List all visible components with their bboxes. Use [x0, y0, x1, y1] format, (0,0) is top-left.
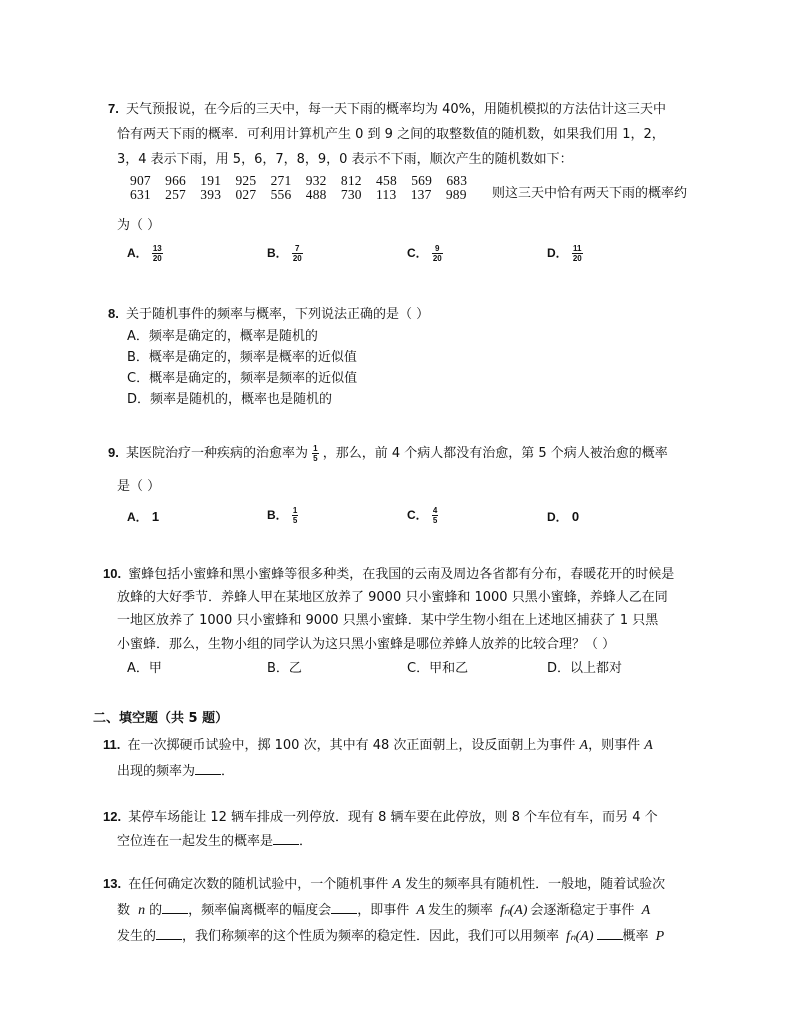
question-12-line-2: 空位连在一起发生的概率是 ．	[117, 834, 313, 849]
option-a: A．甲	[127, 661, 162, 676]
answer-blank	[331, 901, 357, 914]
option-b: B． $\frac{7}{20}$	[267, 244, 302, 263]
option-b: B．概率是确定的，频率是概率的近似值	[127, 350, 357, 365]
question-10-line-1: 10. 蜜蜂包括小蜜蜂和黑小蜜蜂等很多种类，在我国的云南及周边各省都有分布，春暖花开的时候是	[103, 566, 675, 582]
question-9-line-1: 9. 某医院治疗一种疾病的治愈率为 $\frac{1}{5}$ ，那么，前 4 个病人都没有治愈，第 5 个病人被治愈的概率	[108, 444, 668, 463]
question-9-line-2: 是（ ）	[117, 479, 161, 494]
option-c: C． $\frac{9}{20}$	[407, 244, 442, 263]
section-heading: 二、填空题（共 5 题）	[93, 711, 229, 726]
answer-blank	[195, 762, 221, 775]
cure-rate-fraction: $\frac{1}{5}$	[313, 444, 318, 463]
answer-blank	[597, 927, 623, 940]
option-d: D．以上都对	[547, 661, 623, 676]
question-10-line-4: 小蜜蜂．那么，生物小组的同学认为这只黑小蜜蜂是哪位养蜂人放养的比较合理？（ ）	[117, 637, 616, 652]
random-numbers-row-2: 631 257 393 027 556 488 730 113 137 989	[130, 187, 467, 202]
question-13-line-1: 13. 在任何确定次数的随机试验中，一个随机事件 A 发生的频率具有随机性．一般地，随着试验次	[103, 876, 666, 892]
answer-blank	[273, 832, 299, 845]
option-b: B． $\frac{1}{5}$	[267, 506, 298, 525]
question-7-line-2: 恰有两天下雨的概率．可利用计算机产生 0 到 9 之间的取整数值的随机数，如果我们用 1，2，	[117, 127, 665, 142]
random-numbers-row-1: 907 966 191 925 271 932 812 458 569 683	[130, 173, 468, 188]
question-13-line-2: 数 n 的 ，频率偏离概率的幅度会 ，即事件 A 发生的频率 fₙ(A) 会逐渐稳定于事件 A	[117, 903, 651, 918]
question-number: 7.	[108, 101, 119, 116]
question-7-line-1	[108, 98, 666, 117]
question-10-line-2: 放蜂的大好季节．养蜂人甲在某地区放养了 9000 只小蜜蜂和 1000 只黑小蜜蜂，养蜂人乙在同	[117, 590, 668, 605]
question-11-line-1: 11. 在一次掷硬币试验中，掷 100 次，其中有 48 次正面朝上，设反面朝上为事件 A，则事件 A	[103, 737, 653, 753]
question-7-line-5: 为（ ）	[117, 218, 161, 233]
option-a: A． $\frac{13}{20}$	[127, 244, 162, 263]
option-c: C．概率是确定的，频率是频率的近似值	[127, 371, 358, 386]
option-d: D． 0	[547, 509, 580, 524]
option-a: A． 1	[127, 509, 160, 524]
question-text: 天气预报说，在今后的三天中，每一天下雨的概率均为 40%，用随机模拟的方法估计这三天中	[125, 102, 667, 117]
option-c: C．甲和乙	[407, 661, 469, 676]
question-7-tail: 则这三天中恰有两天下雨的概率约	[492, 186, 688, 201]
question-13-line-3: 发生的 ，我们称频率的这个性质为频率的稳定性．因此，我们可以用频率 fₙ(A) 概率 P	[117, 929, 665, 944]
option-d: D．频率是随机的，概率也是随机的	[127, 392, 333, 407]
answer-blank	[162, 901, 188, 914]
question-10-line-3: 一地区放养了 1000 只小蜜蜂和 9000 只黑小蜜蜂．某中学生物小组在上述地区捕获了 1 只黑	[117, 613, 659, 628]
answer-blank	[156, 927, 182, 940]
option-a: A．频率是确定的，概率是随机的	[127, 329, 318, 344]
question-7-line-3: 3，4 表示下雨，用 5，6，7，8，9，0 表示不下雨，顺次产生的随机数如下：	[117, 152, 573, 167]
question-11-line-2: 出现的频率为 ．	[117, 764, 235, 779]
option-c: C． $\frac{4}{5}$	[407, 506, 438, 525]
option-b: B．乙	[267, 661, 302, 676]
question-12-line-1: 12. 某停车场能让 12 辆车排成一列停放．现有 8 辆车要在此停放，则 8 个车位有车，而另 4 个	[103, 809, 658, 825]
question-8-stem: 8. 关于随机事件的频率与概率，下列说法正确的是（ ）	[108, 306, 430, 322]
option-d: D． $\frac{11}{20}$	[547, 244, 582, 263]
